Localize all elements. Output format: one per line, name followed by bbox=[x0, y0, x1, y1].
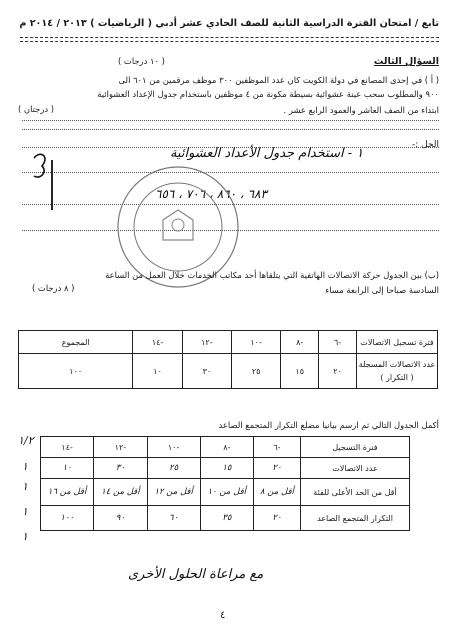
table-cell: ٢٠ bbox=[319, 354, 357, 389]
header-divider-2 bbox=[20, 41, 439, 42]
handwritten-mark-2 bbox=[30, 150, 60, 220]
table-cell: -٦ bbox=[253, 437, 300, 458]
table-cell: أقل من ١٢ bbox=[147, 479, 200, 506]
table-cell bbox=[357, 354, 438, 389]
calls-table bbox=[18, 330, 438, 389]
answer-line bbox=[22, 129, 439, 130]
table-row bbox=[41, 506, 410, 531]
side-mark: ١ bbox=[22, 480, 28, 493]
side-mark: ١ bbox=[22, 530, 28, 543]
table-cell: -١٢ bbox=[182, 331, 231, 354]
answer-line bbox=[22, 120, 439, 121]
table-cell: -١٤ bbox=[133, 331, 182, 354]
table-cell: فترة تسجيل الاتصالات bbox=[357, 331, 438, 354]
handwritten-step-1: ١ - استخدام جدول الأعداد العشوائية bbox=[170, 146, 364, 161]
part-a-marks-side: ( درجتان ) bbox=[18, 104, 55, 114]
table-cell: ٣٠ bbox=[182, 354, 231, 389]
table-cell: -٦ bbox=[319, 331, 357, 354]
table-cell: -١٤ bbox=[41, 437, 94, 458]
table-cell: -١٠ bbox=[232, 331, 281, 354]
section-title: السؤال الثالث bbox=[373, 56, 439, 67]
row-sub-label: ( التكرار ) bbox=[380, 373, 414, 382]
side-mark-fraction: ١/٢ bbox=[18, 434, 34, 447]
cumulative-table bbox=[40, 436, 410, 531]
table-cell: ٣٥ bbox=[200, 506, 253, 531]
table-cell: ٢٠ bbox=[253, 458, 300, 479]
side-mark: ١ bbox=[22, 460, 28, 473]
side-mark: ١ bbox=[22, 505, 28, 518]
part-a-text-1: ( أ ) في إحدى المصانع في دولة الكويت كان عدد الموظفين ٣٠٠ موظف مرقمين من ٦٠١ الى bbox=[118, 75, 439, 85]
table-cell: ٦٠ bbox=[147, 506, 200, 531]
page-number: ٤ bbox=[220, 610, 226, 621]
table-cell: ٣٠ bbox=[94, 458, 147, 479]
table-cell: -٨ bbox=[200, 437, 253, 458]
exam-header-title: تابع / امتحان الفترة الدراسية الثانية للصف الحادي عشر أدبي ( الرياضيات ) ٢٠١٣ / ٢٠١٤ م bbox=[19, 18, 439, 29]
table-row bbox=[41, 437, 410, 458]
table-cell: أقل من ١٤ bbox=[94, 479, 147, 506]
table-row bbox=[19, 331, 438, 354]
table-row bbox=[41, 458, 410, 479]
table-cell: ١٠ bbox=[41, 458, 94, 479]
table-cell: أقل من الحد الأعلى للفئة bbox=[301, 479, 410, 506]
table-cell: -١٠ bbox=[147, 437, 200, 458]
table-cell: ١٥ bbox=[200, 458, 253, 479]
table-cell: ٩٠ bbox=[94, 506, 147, 531]
header-divider bbox=[20, 37, 439, 38]
solution-label: الحل :- bbox=[411, 140, 439, 150]
table-cell: فترة التسجيل bbox=[301, 437, 410, 458]
table-cell: -٨ bbox=[281, 331, 319, 354]
table-cell: ٢٠ bbox=[253, 506, 300, 531]
table-cell: ١٠٠ bbox=[19, 354, 133, 389]
part-a-marks-total: ( ١٠ درجات ) bbox=[118, 56, 165, 66]
table-row bbox=[41, 479, 410, 506]
part-b-marks: ( ٨ درجات ) bbox=[32, 283, 75, 293]
table-cell: أقل من ١٠ bbox=[200, 479, 253, 506]
table-cell: ١٠ bbox=[133, 354, 182, 389]
instruction-text: أكمل الجدول التالي ثم ارسم بيانيا مضلع التكرار المتجمع الصاعد bbox=[218, 420, 439, 430]
handwritten-answer: ٦٨٣ ، ٨٦٠ ، ٧٠٦ ، ٦٥٦ bbox=[155, 187, 267, 201]
part-b-text-1: (ب) بين الجدول حركة الاتصالات الهاتفية التي يتلقاها أحد مكاتب الخدمات خلال العمل من الساعة bbox=[105, 270, 439, 280]
table-cell: المجموع bbox=[19, 331, 133, 354]
table-cell: ١٠٠ bbox=[41, 506, 94, 531]
table-cell: أقل من ١٦ bbox=[41, 479, 94, 506]
table-cell: عدد الاتصالات bbox=[301, 458, 410, 479]
part-a-text-3: ابتداء من الصف العاشر والعمود الرابع عشر . bbox=[283, 105, 439, 115]
handwritten-footer-note: مع مراعاة الحلول الأخرى bbox=[128, 567, 264, 582]
table-cell: ١٥ bbox=[281, 354, 319, 389]
table-cell: التكرار المتجمع الصاعد bbox=[301, 506, 410, 531]
table-cell: أقل من ٨ bbox=[253, 479, 300, 506]
table-cell: -١٢ bbox=[94, 437, 147, 458]
row-label: عدد الاتصالات المسجلة bbox=[358, 360, 436, 369]
part-b-text-2: السادسة صباحا إلى الرابعة مساء bbox=[325, 285, 439, 295]
table-cell: ٢٥ bbox=[147, 458, 200, 479]
table-cell: ٢٥ bbox=[232, 354, 281, 389]
part-a-text-2: ٩٠٠ والمطلوب سحب عينة عشوائية بسيطة مكونة من ٤ موظفين باستخدام جدول الإعداد العشوائية bbox=[97, 89, 439, 99]
table-row bbox=[19, 354, 438, 389]
